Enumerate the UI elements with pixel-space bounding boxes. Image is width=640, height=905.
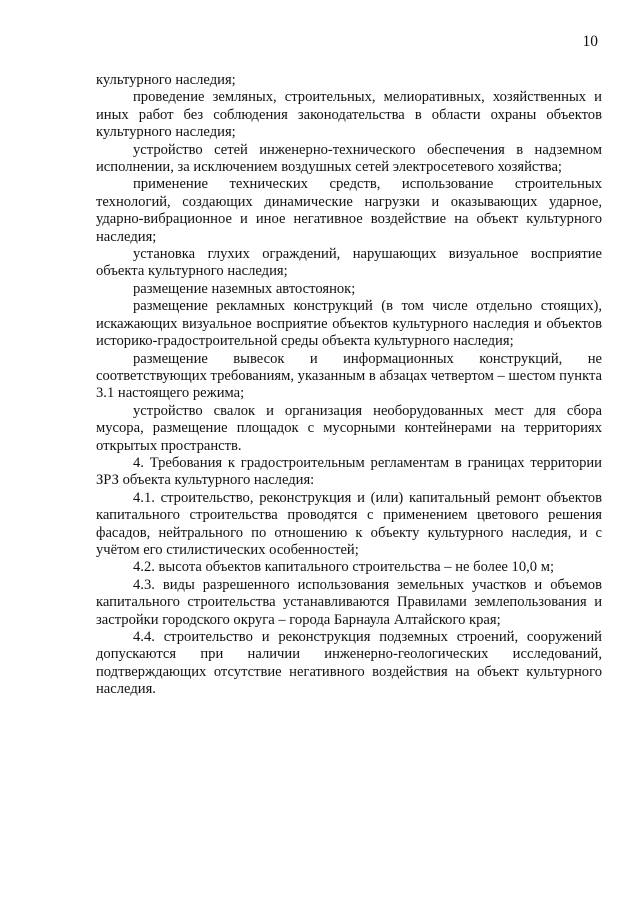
paragraph-dumps: устройство свалок и организация необорудованных мест для сбора мусора, размещение площадок с мусорными контейнерами на территориях открытых пространств. [96,402,602,454]
paragraph-solid-fences: установка глухих ограждений, нарушающих визуальное восприятие объекта культурного наследия; [96,246,602,280]
paragraph-utility-networks: устройство сетей инженерно-технического обеспечения в надземном исполнении, за исключением воздушных сетей электросетевого хозяйства; [96,141,602,176]
paragraph-4-3: 4.3. виды разрешенного использования земельных участков и объемов капитального строительства устанавливаются Правилами землепользования и застройки городского округа – города Барнаула Алтайского края; [96,576,602,628]
document-body [96,72,602,699]
paragraph-section-4-heading: 4. Требования к градостроительным регламентам в границах территории ЗРЗ объекта культурного наследия: [96,454,602,489]
paragraph-parking: размещение наземных автостоянок; [133,280,356,297]
paragraph-4-1: 4.1. строительство, реконструкция и (или) капитальный ремонт объектов капитального строительства проводятся с применением цветового решения фасадов, нейтрального по отношению к объекту культурного наследия, и с учётом его стилистических особенностей; [96,489,602,558]
paragraph-signage: размещение вывесок и информационных конструкций, не соответствующих требованиям, указанным в абзацах четвертом – шестом пункта 3.1 настоящего режима; [96,350,602,402]
page-number: 10 [582,33,598,50]
paragraph-4-2: 4.2. высота объектов капитального строительства – не более 10,0 м; [133,559,555,576]
paragraph-advertising: размещение рекламных конструкций (в том числе отдельно стоящих), искажающих визуальное восприятие объектов культурного наследия и объектов историко-градостроительной среды объекта культурного наследия; [96,298,602,350]
paragraph-4-4: 4.4. строительство и реконструкция подземных строений, сооружений допускаются при наличии инженерно-геологических исследований, подтверждающих отсутствие негативного воздействия на объект культурного наследия. [96,629,602,698]
paragraph-earthworks: проведение земляных, строительных, мелиоративных, хозяйственных и иных работ без соблюдения законодательства в области охраны объектов культурного наследия; [96,89,602,141]
paragraph-technical-means: применение технических средств, использование строительных технологий, создающих динамические нагрузки и оказывающих ударное, ударно-вибрационное и иное негативное воздействие на объект культурного наследия; [96,176,602,245]
paragraph-continuation: культурного наследия; [96,72,236,88]
